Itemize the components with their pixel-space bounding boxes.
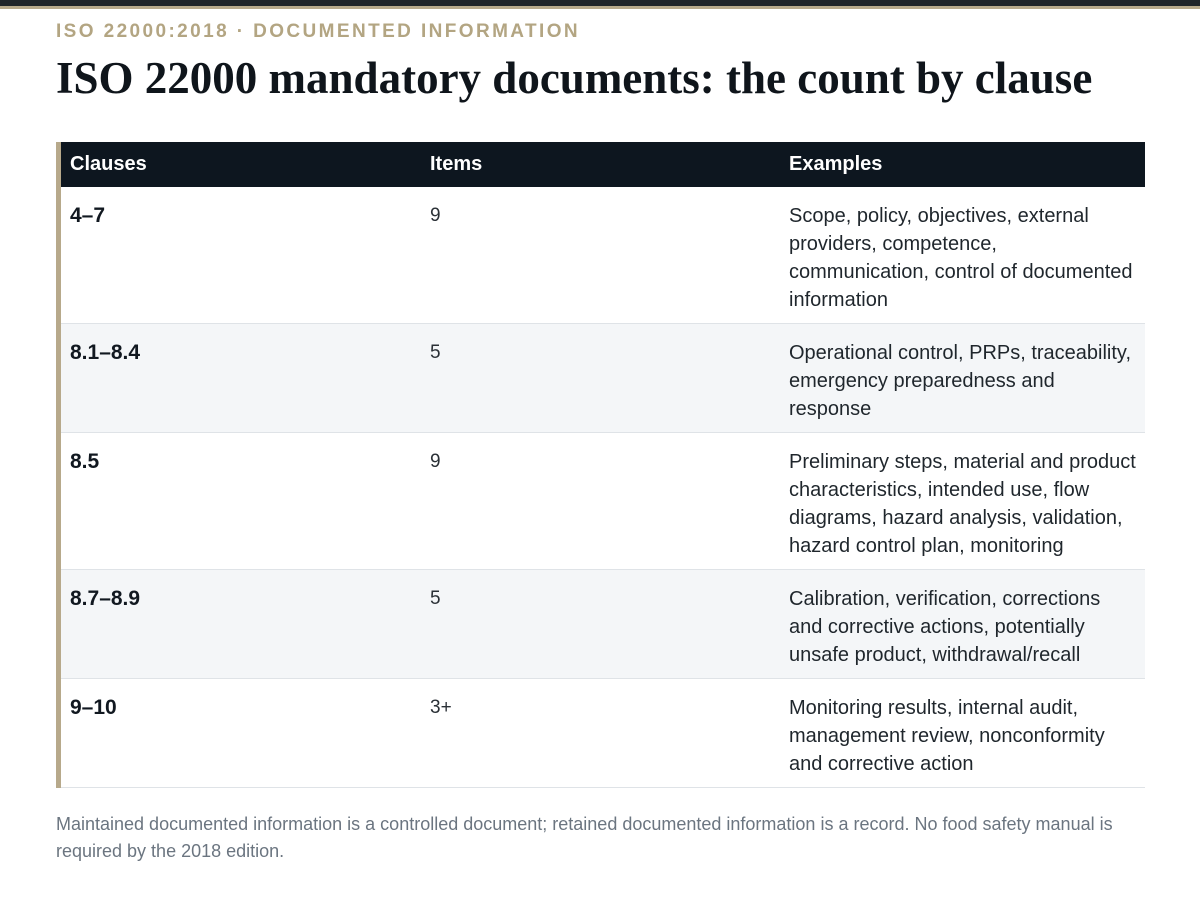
table-row <box>61 324 1145 433</box>
items-cell: 3+ <box>430 697 452 718</box>
top-rule <box>0 0 1200 10</box>
examples-cell: Scope, policy, objectives, external providers, competence, communication, control of documented information <box>789 205 1133 311</box>
examples-cell: Monitoring results, internal audit, management review, nonconformity and corrective action <box>789 697 1105 775</box>
page-title: ISO 22000 mandatory documents: the count by clause <box>56 53 1093 103</box>
table-row <box>61 679 1145 788</box>
items-cell: 5 <box>430 342 441 363</box>
top-rule-gold <box>0 6 1200 9</box>
examples-cell: Operational control, PRPs, traceability, emergency preparedness and response <box>789 342 1132 420</box>
footnote: Maintained documented information is a controlled document; retained documented information is a record. No food safety manual is required by the 2018 edition. <box>56 814 1113 861</box>
clause-cell: 9–10 <box>70 696 117 719</box>
column-header-items: Items <box>430 153 483 175</box>
clause-cell: 8.5 <box>70 450 100 473</box>
examples-cell: Calibration, verification, corrections and corrective actions, potentially unsafe product, withdrawal/recall <box>789 588 1101 666</box>
table-row <box>61 187 1145 324</box>
table-row <box>61 433 1145 570</box>
column-header-examples: Examples <box>789 153 883 175</box>
clause-cell: 4–7 <box>70 204 106 227</box>
clause-cell: 8.1–8.4 <box>70 341 141 364</box>
table-row <box>61 570 1145 679</box>
column-header-clauses: Clauses <box>70 153 147 175</box>
examples-cell: Preliminary steps, material and product characteristics, intended use, flow diagrams, hazard analysis, validation, hazard control plan, monitoring <box>789 451 1136 557</box>
items-cell: 9 <box>430 451 441 472</box>
documents-table <box>56 142 1145 788</box>
items-cell: 9 <box>430 205 441 226</box>
table-header <box>61 142 1145 187</box>
items-cell: 5 <box>430 588 441 609</box>
clause-cell: 8.7–8.9 <box>70 587 141 610</box>
eyebrow: ISO 22000:2018 · DOCUMENTED INFORMATION <box>56 21 580 42</box>
